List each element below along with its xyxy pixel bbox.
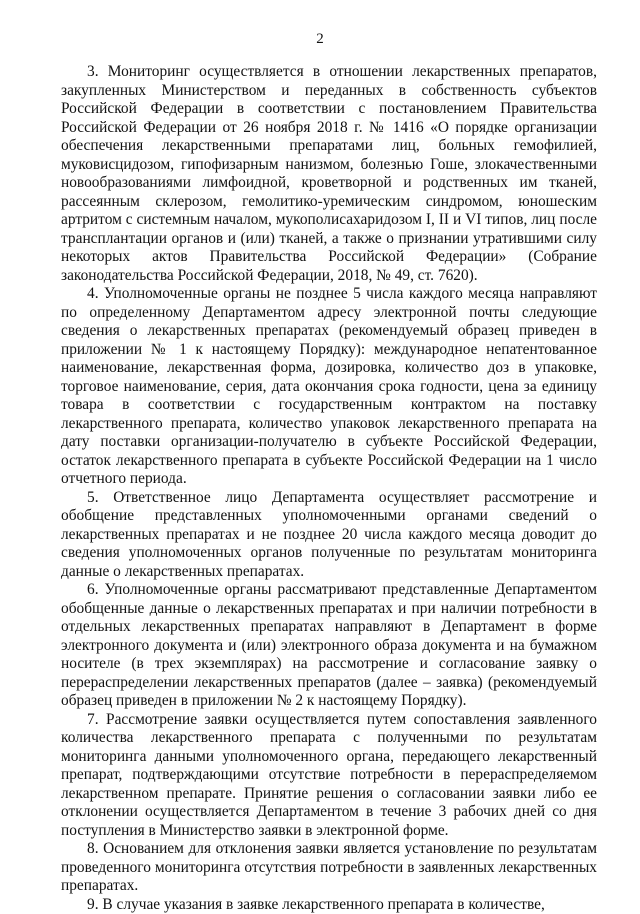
document-body xyxy=(61,63,597,914)
paragraph-7: 7. Рассмотрение заявки осуществляется путем сопоставления заявленного количества лекарственного препарата с полученными по результатам мониторинга данными уполномоченного органа, передающего лекарственный препарат, подтверждающими отсутствие потребности в перераспределяемом лекарственном препарате. Принятие решения о согласовании заявки либо ее отклонении осуществляется Департаментом в течение 3 рабочих дней со дня поступления в Министерство заявки в электронной форме. xyxy=(61,711,597,841)
paragraph-4: 4. Уполномоченные органы не позднее 5 числа каждого месяца направляют по определенному Департаментом адресу электронной почты следующие сведения о лекарственных препаратах (рекомендуемый образец приведен в приложении № 1 к настоящему Порядку): международное непатентованное наименование, лекарственная форма, дозировка, количество доз в упаковке, торговое наименование, серия, дата окончания срока годности, цена за единицу товара в соответствии с государственным контрактом на поставку лекарственного препарата, количество упаковок лекарственного препарата на дату поставки организации-получателю в субъекте Российской Федерации, остаток лекарственного препарата в субъекте Российской Федерации на 1 число отчетного периода. xyxy=(61,285,597,489)
paragraph-9: 9. В случае указания в заявке лекарственного препарата в количестве, xyxy=(61,896,597,914)
paragraph-8: 8. Основанием для отклонения заявки является установление по результатам проведенного мониторинга отсутствия потребности в заявленных лекарственных препаратах. xyxy=(61,840,597,896)
paragraph-6: 6. Уполномоченные органы рассматривают представленные Департаментом обобщенные данные о лекарственных препаратах и при наличии потребности в отдельных лекарственных препаратах направляют в Департамент в форме электронного документа и (или) электронного образа документа и на бумажном носителе (в трех экземплярах) на рассмотрение и согласование заявку о перераспределении лекарственных препаратов (далее – заявка) (рекомендуемый образец приведен в приложении № 2 к настоящему Порядку). xyxy=(61,581,597,711)
paragraph-3: 3. Мониторинг осуществляется в отношении лекарственных препаратов, закупленных Министерством и переданных в собственность субъектов Российской Федерации в соответствии с постановлением Правительства Российской Федерации от 26 ноября 2018 г. № 1416 «О порядке организации обеспечения лекарственными препаратами лиц, больных гемофилией, муковисцидозом, гипофизарным нанизмом, болезнью Гоше, злокачественными новообразованиями лимфоидной, кроветворной и родственных им тканей, рассеянным склерозом, гемолитико-уремическим синдромом, юношеским артритом с системным началом, мукополисахаридозом I, II и VI типов, лиц после трансплантации органов и (или) тканей, а также о признании утратившими силу некоторых актов Правительства Российской Федерации» (Собрание законодательства Российской Федерации, 2018, № 49, ст. 7620). xyxy=(61,63,597,285)
paragraph-5: 5. Ответственное лицо Департамента осуществляет рассмотрение и обобщение представленных уполномоченными органами сведений о лекарственных препаратах и не позднее 20 числа каждого месяца доводит до сведения уполномоченных органов полученные по результатам мониторинга данные о лекарственных препаратах. xyxy=(61,489,597,582)
page-number: 2 xyxy=(0,30,640,48)
